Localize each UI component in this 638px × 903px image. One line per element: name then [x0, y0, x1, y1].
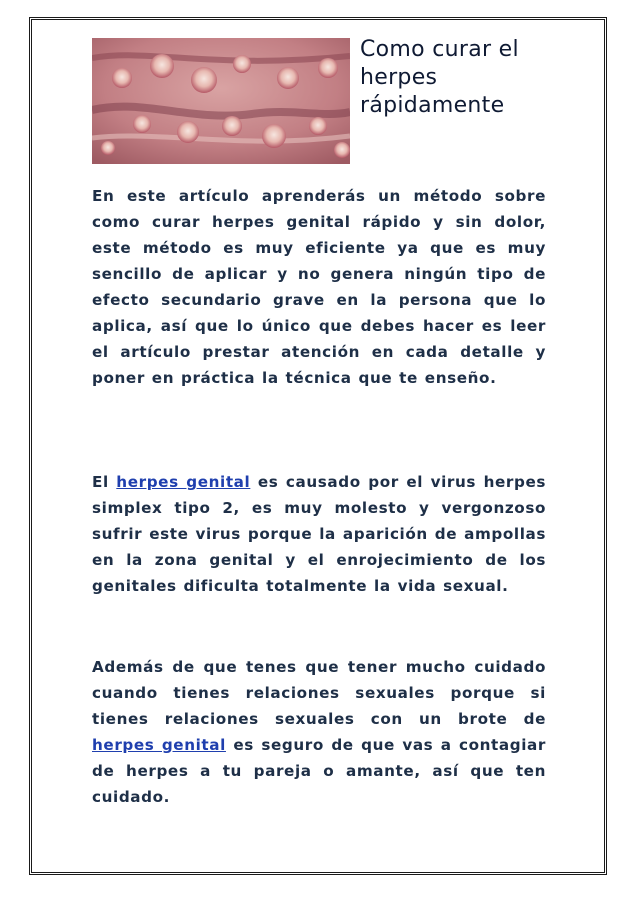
- herpes-genital-link[interactable]: herpes genital: [116, 473, 251, 491]
- paragraph-intro: En este artículo aprenderás un método sobre como curar herpes genital rápido y sin dolor, este método es muy eficiente ya que es muy sencillo de aplicar y no genera ningún tipo de efecto secundario grave en la persona que lo aplica, así que lo único que debes hacer es leer el artículo prestar atención en cada detalle y poner en práctica la técnica que te enseño.: [92, 187, 546, 387]
- paragraph-cause: [92, 469, 546, 599]
- article-title: Como curar el herpes rápidamente: [360, 37, 519, 118]
- paragraph-cause-rest: es causado por el virus herpes simplex tipo 2, es muy molesto y vergonzoso sufrir este virus porque la aparición de ampollas en la zona genital y el enrojecimiento de los genitales dificulta totalmente la vida sexual.: [92, 473, 546, 595]
- paragraph-warning: [92, 654, 546, 810]
- paragraph-warning-rest: es seguro de que vas a contagiar de herpes a tu pareja o amante, así que ten cuidado.: [92, 736, 546, 806]
- paragraph-cause-lead: El: [92, 473, 117, 491]
- herpes-genital-link-2[interactable]: herpes genital: [92, 736, 226, 754]
- paragraph-warning-lead: Además de que tenes que tener mucho cuidado cuando tienes relaciones sexuales porque si tienes relaciones sexuales con un brote de: [92, 658, 546, 728]
- article-photo: [92, 38, 350, 164]
